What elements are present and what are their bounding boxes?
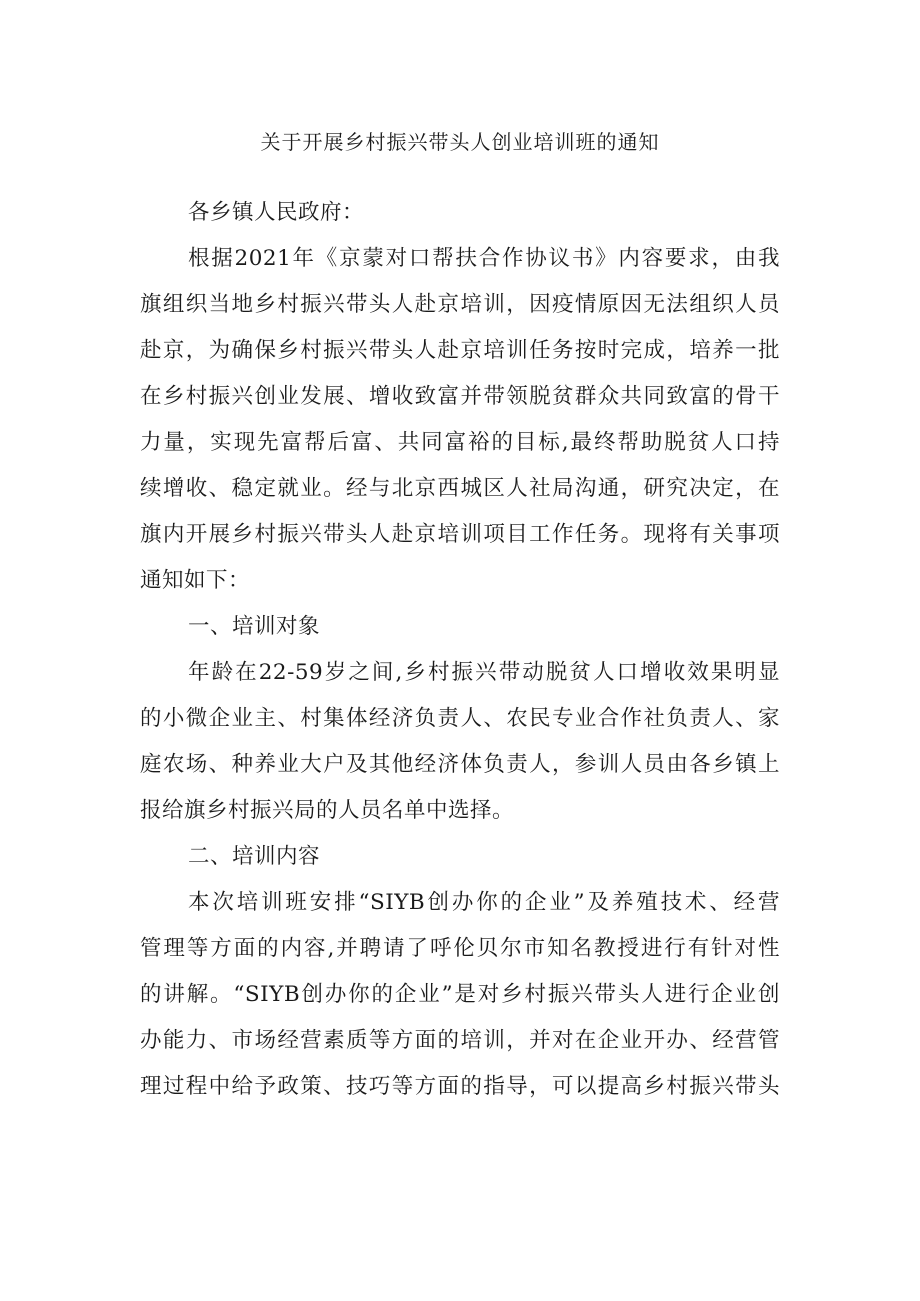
paragraph-line: 理过程中给予政策、技巧等方面的指导，可以提高乡村振兴带头 [140,1074,780,1099]
paragraph-line: 本次培训班安排“SIYB创办你的企业”及养殖技术、经营 [188,890,780,915]
paragraph-line: 庭农场、种养业大户及其他经济体负责人，参训人员由各乡镇上 [140,752,780,777]
paragraph-training-content [140,880,780,1110]
paragraph-1 [140,236,780,604]
paragraph-line: 在乡村振兴创业发展、增收致富并带领脱贫群众共同致富的骨干 [140,384,780,409]
paragraph-line: 管理等方面的内容,并聘请了呼伦贝尔市知名教授进行有针对性 [140,936,780,961]
paragraph-line: 旗组织当地乡村振兴带头人赴京培训，因疫情原因无法组织人员 [140,292,780,317]
section-heading-training-targets: 一、培训对象 [188,614,321,639]
paragraph-line: 的小微企业主、村集体经济负责人、农民专业合作社负责人、家 [140,706,780,731]
paragraph-line: 通知如下： [140,568,251,593]
paragraph-training-targets [140,650,780,834]
paragraph-line: 的讲解。“SIYB创办你的企业”是对乡村振兴带头人进行企业创 [140,982,780,1007]
section-heading-training-content: 二、培训内容 [188,844,321,869]
paragraph-line: 根据2021年《京蒙对口帮扶合作协议书》内容要求，由我 [188,246,780,271]
paragraph-line: 力量，实现先富帮后富、共同富裕的目标,最终帮助脱贫人口持 [140,430,780,455]
paragraph-line: 旗内开展乡村振兴带头人赴京培训项目工作任务。现将有关事项 [140,522,780,547]
document-page [140,122,780,1110]
paragraph-line: 报给旗乡村振兴局的人员名单中选择。 [140,798,515,823]
salutation: 各乡镇人民政府： [188,200,365,225]
paragraph-line: 赴京，为确保乡村振兴带头人赴京培训任务按时完成，培养一批 [140,338,780,363]
paragraph-line: 年龄在22-59岁之间,乡村振兴带动脱贫人口增收效果明显 [188,660,780,685]
paragraph-line: 续增收、稳定就业。经与北京西城区人社局沟通，研究决定，在 [140,476,780,501]
paragraph-line: 办能力、市场经营素质等方面的培训，并对在企业开办、经营管 [140,1028,780,1053]
document-title: 关于开展乡村振兴带头人创业培训班的通知 [260,130,660,154]
